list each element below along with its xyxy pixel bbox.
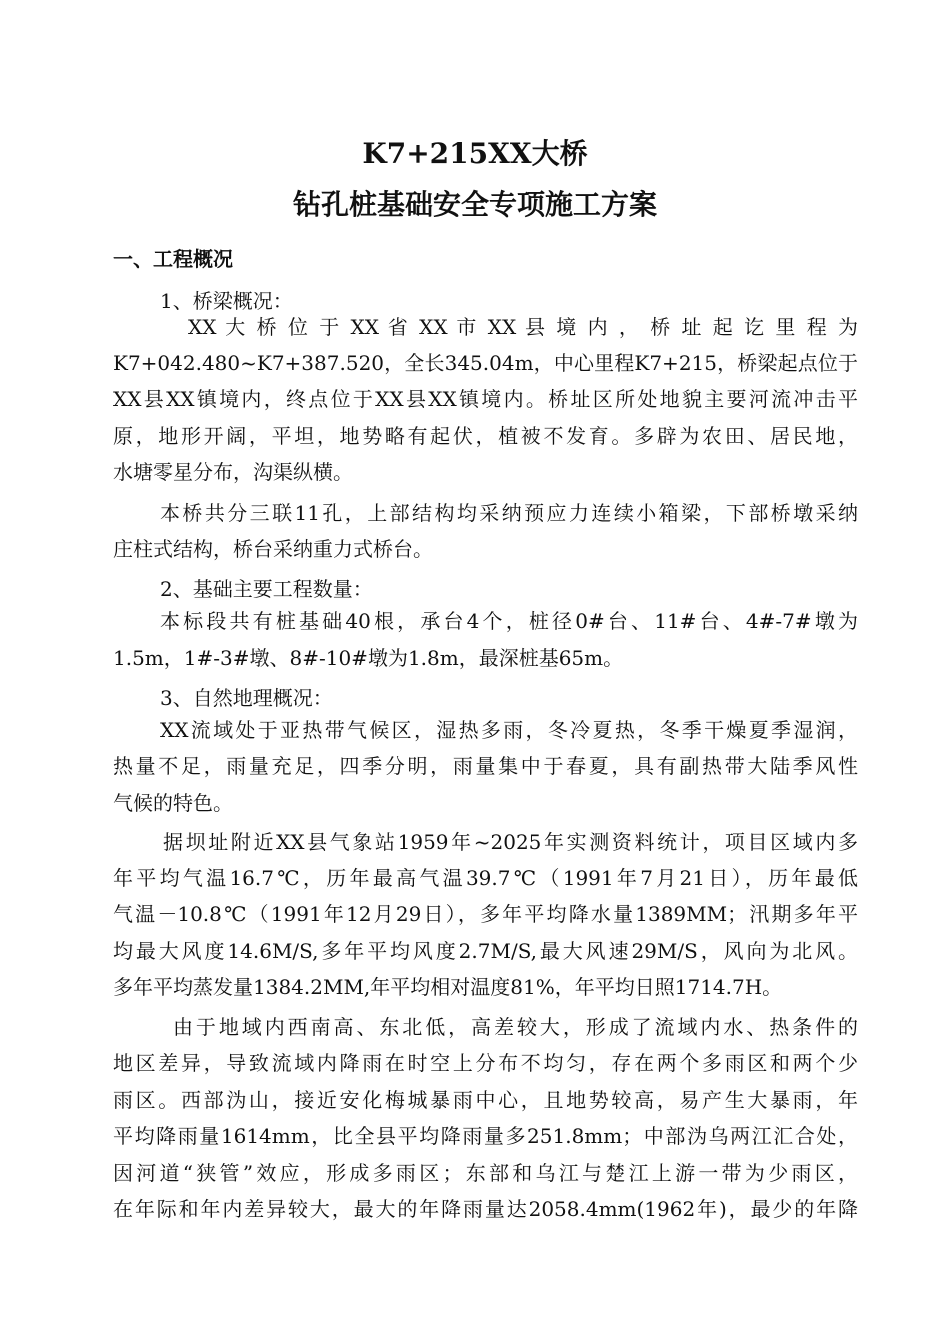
paragraph-line: 本桥共分三联11孔，上部结构均采纳预应力连续小箱梁，下部桥墩采纳	[160, 501, 858, 525]
paragraph-line: XX县XX镇境内，终点位于XX县XX镇境内。桥址区所处地貌主要河流冲击平	[113, 387, 858, 411]
subheading-foundation-quantities: 2、基础主要工程数量：	[160, 577, 373, 601]
subheading-natural-geography: 3、自然地理概况：	[160, 686, 333, 710]
paragraph-line: 在年际和年内差异较大，最大的年降雨量达2058.4mm(1962年)，最少的年降	[113, 1197, 858, 1221]
section-heading-overview: 一、工程概况	[113, 247, 233, 271]
paragraph-line: 1.5m，1#-3#墩、8#-10#墩为1.8m，最深桩基65m。	[113, 646, 624, 670]
paragraph-line: 本标段共有桩基础40根，承台4个，桩径0#台、11#台、4#-7#墩为	[160, 609, 858, 633]
paragraph-line: 据坝址附近XX县气象站1959年~2025年实测资料统计，项目区域内多	[163, 830, 858, 854]
document-title-line2: 钻孔桩基础安全专项施工方案	[292, 188, 657, 221]
document-title-line1: K7+215XX大桥	[362, 137, 588, 170]
paragraph-line: 水塘零星分布，沟渠纵横。	[113, 460, 353, 484]
subheading-bridge-overview: 1、桥梁概况：	[160, 289, 293, 313]
paragraph-line: 均最大风度14.6M/S,多年平均风度2.7M/S,最大风速29M/S，风向为北风。	[113, 939, 858, 963]
paragraph-line: 原，地形开阔，平坦，地势略有起伏，植被不发育。多辟为农田、居民地，	[113, 424, 858, 448]
paragraph-line: 气候的特色。	[113, 791, 233, 815]
paragraph-line: 气温－10.8℃（1991年12月29日），多年平均降水量1389MM；汛期多年平	[113, 902, 858, 926]
paragraph-line: 因河道“狭管”效应，形成多雨区；东部和乌江与楚江上游一带为少雨区，	[113, 1161, 858, 1185]
paragraph-line: 平均降雨量1614mm，比全县平均降雨量多251.8mm；中部沩乌两江汇合处，	[113, 1124, 858, 1148]
paragraph-line: 多年平均蒸发量1384.2MM,年平均相对温度81%，年平均日照1714.7H。	[113, 975, 783, 999]
paragraph-line: 地区差异，导致流域内降雨在时空上分布不均匀，存在两个多雨区和两个少	[113, 1051, 858, 1075]
paragraph-line: XX流域处于亚热带气候区，湿热多雨，冬冷夏热，冬季干燥夏季湿润，	[160, 718, 858, 742]
paragraph-line: 年平均气温16.7℃，历年最高气温39.7℃（1991年7月21日），历年最低	[113, 866, 858, 890]
paragraph-line: 由于地域内西南高、东北低，高差较大，形成了流域内水、热条件的	[173, 1015, 858, 1039]
paragraph-line: 雨区。西部沩山，接近安化梅城暴雨中心，且地势较高，易产生大暴雨，年	[113, 1088, 858, 1112]
paragraph-line: K7+042.480~K7+387.520，全长345.04m，中心里程K7+215，桥梁起点位于	[113, 351, 858, 375]
paragraph-line: 庄柱式结构，桥台采纳重力式桥台。	[113, 537, 433, 561]
paragraph-line: XX 大 桥 位 于 XX 省 XX 市 XX 县 境 内 ， 桥 址 起 讫 里 程 为	[188, 315, 858, 339]
paragraph-line: 热量不足，雨量充足，四季分明，雨量集中于春夏，具有副热带大陆季风性	[113, 754, 858, 778]
